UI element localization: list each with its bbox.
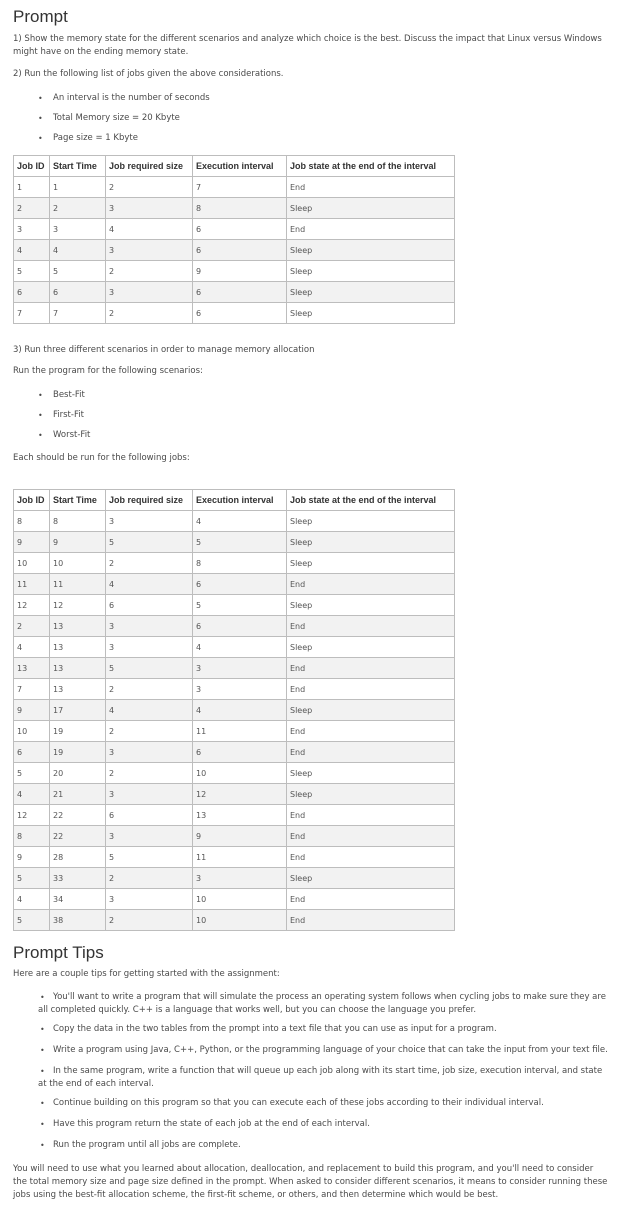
tip-text: • In the same program, write a function that will queue up each job along with its start time, job size, execution interval, and state at the end of each interval. — [38, 1066, 603, 1089]
table-row — [14, 700, 455, 721]
col-job-size: Job required size — [106, 490, 193, 511]
cell-job-state: End — [287, 658, 455, 679]
table-header-row — [14, 490, 455, 511]
cell-job-id: 5 — [14, 910, 50, 931]
prompt-heading: Prompt — [13, 7, 68, 26]
cell-job-size: 3 — [106, 240, 193, 261]
jobs-table-2 — [13, 489, 455, 931]
cell-start-time: 33 — [50, 868, 106, 889]
cell-job-state: End — [287, 805, 455, 826]
cell-job-size: 2 — [106, 679, 193, 700]
cell-start-time: 28 — [50, 847, 106, 868]
cell-job-size: 2 — [106, 261, 193, 282]
cell-job-state: End — [287, 889, 455, 910]
list-item — [13, 1065, 609, 1091]
table-row — [14, 616, 455, 637]
table-row — [14, 742, 455, 763]
cell-execution-interval: 10 — [193, 910, 287, 931]
cell-job-id: 5 — [14, 261, 50, 282]
cell-job-state: Sleep — [287, 282, 455, 303]
list-item — [13, 1097, 609, 1110]
list-item — [13, 1044, 609, 1057]
cell-job-id: 2 — [14, 198, 50, 219]
cell-job-state: End — [287, 679, 455, 700]
cell-start-time: 17 — [50, 700, 106, 721]
col-execution-interval: Execution interval — [193, 490, 287, 511]
list-item — [13, 1023, 609, 1036]
table-row — [14, 177, 455, 198]
cell-execution-interval: 8 — [193, 553, 287, 574]
cell-execution-interval: 9 — [193, 826, 287, 847]
cell-job-state: Sleep — [287, 532, 455, 553]
cell-start-time: 4 — [50, 240, 106, 261]
cell-job-size: 2 — [106, 177, 193, 198]
cell-job-size: 4 — [106, 700, 193, 721]
table-row — [14, 219, 455, 240]
cell-execution-interval: 6 — [193, 303, 287, 324]
cell-job-size: 4 — [106, 574, 193, 595]
cell-job-state: Sleep — [287, 553, 455, 574]
table-header-row — [14, 156, 455, 177]
table-row — [14, 847, 455, 868]
cell-job-size: 5 — [106, 532, 193, 553]
table-row — [14, 763, 455, 784]
cell-job-state: End — [287, 721, 455, 742]
cell-execution-interval: 9 — [193, 261, 287, 282]
cell-start-time: 10 — [50, 553, 106, 574]
cell-job-size: 3 — [106, 826, 193, 847]
table-row — [14, 282, 455, 303]
tips-intro: Here are a couple tips for getting started with the assignment: — [13, 969, 280, 979]
cell-job-id: 12 — [14, 805, 50, 826]
cell-job-size: 3 — [106, 637, 193, 658]
cell-job-state: Sleep — [287, 595, 455, 616]
cell-job-size: 3 — [106, 282, 193, 303]
table-row — [14, 240, 455, 261]
cell-job-size: 2 — [106, 721, 193, 742]
table-body — [14, 177, 455, 324]
cell-start-time: 13 — [50, 679, 106, 700]
cell-start-time: 11 — [50, 574, 106, 595]
cell-job-size: 2 — [106, 303, 193, 324]
cell-execution-interval: 4 — [193, 700, 287, 721]
cell-execution-interval: 6 — [193, 742, 287, 763]
cell-execution-interval: 10 — [193, 763, 287, 784]
cell-job-state: End — [287, 219, 455, 240]
cell-job-size: 3 — [106, 784, 193, 805]
cell-start-time: 20 — [50, 763, 106, 784]
table-row — [14, 303, 455, 324]
cell-job-state: Sleep — [287, 240, 455, 261]
list-item: • Page size = 1 Kbyte — [13, 132, 609, 152]
cell-job-size: 3 — [106, 742, 193, 763]
list-item: • Worst-Fit — [13, 429, 609, 449]
tip-text: • Run the program until all jobs are complete. — [53, 1140, 241, 1150]
cell-job-size: 4 — [106, 219, 193, 240]
cell-job-state: End — [287, 574, 455, 595]
cell-start-time: 38 — [50, 910, 106, 931]
cell-execution-interval: 11 — [193, 721, 287, 742]
cell-job-id: 4 — [14, 784, 50, 805]
tip-text: • Write a program using Java, C++, Python, or the programming language of your choice that can take the input from your text file. — [53, 1045, 608, 1055]
cell-start-time: 6 — [50, 282, 106, 303]
cell-start-time: 22 — [50, 826, 106, 847]
cell-execution-interval: 13 — [193, 805, 287, 826]
cell-job-size: 6 — [106, 805, 193, 826]
cell-job-id: 9 — [14, 847, 50, 868]
cell-job-id: 5 — [14, 868, 50, 889]
cell-start-time: 21 — [50, 784, 106, 805]
cell-start-time: 13 — [50, 616, 106, 637]
cell-job-id: 10 — [14, 721, 50, 742]
tips-closing: You will need to use what you learned about allocation, deallocation, and replacement to build this program, and you'll need to consider the total memory size and page size defined in the prompt. When asked to consider different scenarios, it means to consider running these jobs using the best-fit allocation scheme, the first-fit scheme, or others, and then determine which would be best. — [13, 1164, 608, 1200]
cell-job-size: 3 — [106, 616, 193, 637]
cell-job-id: 10 — [14, 553, 50, 574]
scenarios-list — [13, 389, 609, 449]
cell-start-time: 3 — [50, 219, 106, 240]
cell-start-time: 34 — [50, 889, 106, 910]
cell-job-state: End — [287, 742, 455, 763]
table-row — [14, 198, 455, 219]
list-item: • An interval is the number of seconds — [13, 92, 609, 112]
cell-start-time: 1 — [50, 177, 106, 198]
cell-start-time: 19 — [50, 742, 106, 763]
cell-job-id: 4 — [14, 240, 50, 261]
table-row — [14, 784, 455, 805]
table-row — [14, 910, 455, 931]
cell-job-size: 3 — [106, 198, 193, 219]
cell-execution-interval: 12 — [193, 784, 287, 805]
table-row — [14, 868, 455, 889]
cell-job-size: 2 — [106, 868, 193, 889]
tip-text: • Have this program return the state of each job at the end of each interval. — [53, 1119, 370, 1129]
cell-job-state: Sleep — [287, 868, 455, 889]
cell-job-id: 7 — [14, 303, 50, 324]
table-row — [14, 889, 455, 910]
cell-job-state: End — [287, 847, 455, 868]
tip-text: • Continue building on this program so that you can execute each of these jobs according to their individual interval. — [53, 1098, 544, 1108]
cell-job-state: Sleep — [287, 511, 455, 532]
table-row — [14, 595, 455, 616]
list-item — [13, 1139, 609, 1152]
cell-job-id: 9 — [14, 700, 50, 721]
cell-start-time: 12 — [50, 595, 106, 616]
cell-start-time: 22 — [50, 805, 106, 826]
col-job-state: Job state at the end of the interval — [287, 156, 455, 177]
list-item — [13, 991, 609, 1017]
col-start-time: Start Time — [50, 490, 106, 511]
table-row — [14, 679, 455, 700]
cell-job-id: 4 — [14, 889, 50, 910]
cell-job-id: 13 — [14, 658, 50, 679]
table-row — [14, 511, 455, 532]
cell-execution-interval: 8 — [193, 198, 287, 219]
table-row — [14, 532, 455, 553]
cell-start-time: 13 — [50, 658, 106, 679]
cell-job-id: 4 — [14, 637, 50, 658]
cell-execution-interval: 11 — [193, 847, 287, 868]
cell-job-size: 2 — [106, 763, 193, 784]
table-row — [14, 637, 455, 658]
tip-text: • Copy the data in the two tables from the prompt into a text file that you can use as input for a program. — [53, 1024, 497, 1034]
cell-job-state: End — [287, 177, 455, 198]
cell-job-size: 5 — [106, 847, 193, 868]
cell-job-state: Sleep — [287, 763, 455, 784]
cell-start-time: 5 — [50, 261, 106, 282]
list-item — [13, 1118, 609, 1131]
cell-start-time: 13 — [50, 637, 106, 658]
cell-job-size: 3 — [106, 511, 193, 532]
cell-job-state: Sleep — [287, 198, 455, 219]
cell-job-state: Sleep — [287, 784, 455, 805]
cell-execution-interval: 6 — [193, 219, 287, 240]
jobs-table-1 — [13, 155, 455, 324]
cell-job-state: Sleep — [287, 261, 455, 282]
cell-execution-interval: 6 — [193, 282, 287, 303]
cell-start-time: 9 — [50, 532, 106, 553]
cell-job-id: 8 — [14, 511, 50, 532]
prompt-paragraph-2: 2) Run the following list of jobs given the above considerations. — [13, 69, 284, 79]
table-row — [14, 721, 455, 742]
cell-execution-interval: 3 — [193, 679, 287, 700]
table-row — [14, 658, 455, 679]
cell-job-id: 3 — [14, 219, 50, 240]
cell-job-state: End — [287, 910, 455, 931]
cell-job-id: 7 — [14, 679, 50, 700]
cell-execution-interval: 10 — [193, 889, 287, 910]
cell-start-time: 19 — [50, 721, 106, 742]
tips-list — [13, 991, 609, 1152]
cell-job-id: 8 — [14, 826, 50, 847]
table-body — [14, 511, 455, 931]
table-row — [14, 826, 455, 847]
cell-execution-interval: 5 — [193, 595, 287, 616]
cell-job-id: 2 — [14, 616, 50, 637]
cell-job-state: Sleep — [287, 637, 455, 658]
cell-execution-interval: 6 — [193, 574, 287, 595]
cell-job-id: 12 — [14, 595, 50, 616]
cell-job-id: 1 — [14, 177, 50, 198]
document-page — [0, 7, 622, 1202]
list-item: • First-Fit — [13, 409, 609, 429]
cell-job-id: 9 — [14, 532, 50, 553]
tip-text: • You'll want to write a program that will simulate the process an operating system follows when cycling jobs to make sure they are all completed quickly. C++ is a language that works well, but you can choose the language you prefer. — [38, 992, 606, 1015]
cell-job-id: 6 — [14, 282, 50, 303]
cell-execution-interval: 5 — [193, 532, 287, 553]
col-execution-interval: Execution interval — [193, 156, 287, 177]
col-job-id: Job ID — [14, 156, 50, 177]
table-row — [14, 574, 455, 595]
cell-start-time: 7 — [50, 303, 106, 324]
prompt-paragraph-5: Each should be run for the following jobs: — [13, 453, 190, 463]
cell-job-size: 2 — [106, 910, 193, 931]
cell-job-size: 3 — [106, 889, 193, 910]
cell-job-state: End — [287, 826, 455, 847]
cell-execution-interval: 4 — [193, 637, 287, 658]
cell-job-size: 2 — [106, 553, 193, 574]
cell-execution-interval: 4 — [193, 511, 287, 532]
col-job-size: Job required size — [106, 156, 193, 177]
cell-job-state: End — [287, 616, 455, 637]
col-start-time: Start Time — [50, 156, 106, 177]
cell-job-id: 5 — [14, 763, 50, 784]
cell-execution-interval: 3 — [193, 868, 287, 889]
table-row — [14, 553, 455, 574]
list-item: • Best-Fit — [13, 389, 609, 409]
prompt-paragraph-1: 1) Show the memory state for the different scenarios and analyze which choice is the best. Discuss the impact that Linux versus Windows might have on the ending memory state. — [13, 34, 602, 57]
prompt-paragraph-3: 3) Run three different scenarios in order to manage memory allocation — [13, 345, 315, 355]
cell-execution-interval: 6 — [193, 240, 287, 261]
prompt-paragraph-4: Run the program for the following scenarios: — [13, 366, 203, 376]
table-row — [14, 261, 455, 282]
cell-start-time: 8 — [50, 511, 106, 532]
cell-execution-interval: 6 — [193, 616, 287, 637]
cell-execution-interval: 7 — [193, 177, 287, 198]
table-row — [14, 805, 455, 826]
prompt-tips-heading: Prompt Tips — [13, 943, 104, 962]
cell-job-state: Sleep — [287, 700, 455, 721]
cell-execution-interval: 3 — [193, 658, 287, 679]
list-item: • Total Memory size = 20 Kbyte — [13, 112, 609, 132]
col-job-id: Job ID — [14, 490, 50, 511]
cell-job-id: 6 — [14, 742, 50, 763]
cell-start-time: 2 — [50, 198, 106, 219]
cell-job-size: 5 — [106, 658, 193, 679]
cell-job-id: 11 — [14, 574, 50, 595]
considerations-list — [13, 92, 609, 152]
cell-job-size: 6 — [106, 595, 193, 616]
col-job-state: Job state at the end of the interval — [287, 490, 455, 511]
cell-job-state: Sleep — [287, 303, 455, 324]
